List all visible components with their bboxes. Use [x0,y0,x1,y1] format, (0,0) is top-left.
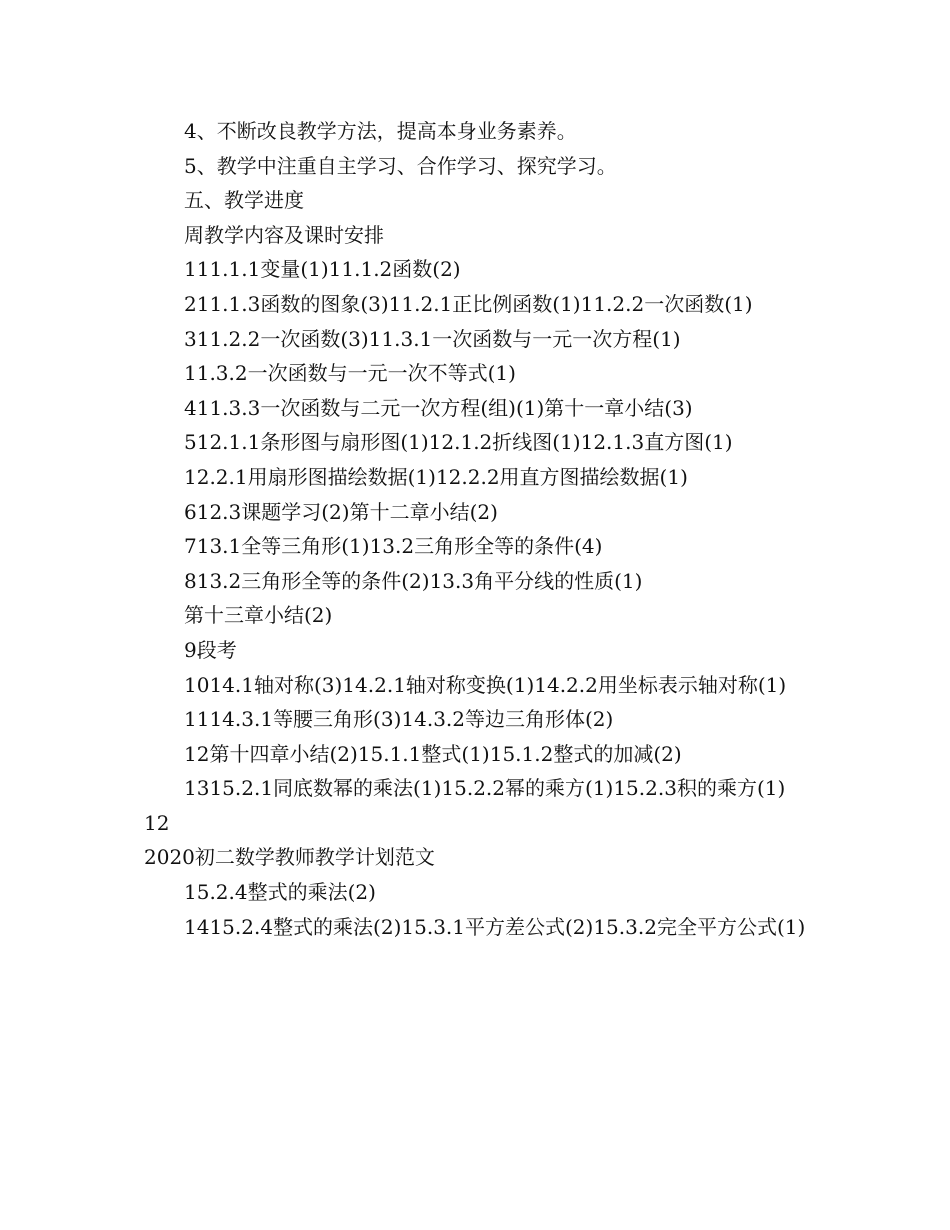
schedule-row-week-6: 612.3课题学习(2)第十二章小结(2) [184,499,498,524]
schedule-row-week-8: 813.2三角形全等的条件(2)13.3角平分线的性质(1) [184,568,643,593]
schedule-row-week-13-cont: 15.2.4整式的乘法(2) [184,880,376,905]
schedule-header: 周教学内容及课时安排 [184,222,384,247]
running-title: 2020初二数学教师教学计划范文 [144,845,435,870]
section-heading-schedule: 五、教学进度 [184,188,304,213]
schedule-row-week-12: 12第十四章小结(2)15.1.1整式(1)15.1.2整式的加减(2) [184,741,682,766]
document-body [144,114,824,944]
schedule-row-week-5-cont: 12.2.1用扇形图描绘数据(1)12.2.2用直方图描绘数据(1) [184,464,688,489]
page-number: 12 [144,810,170,835]
schedule-row-week-13: 1315.2.1同底数幂的乘法(1)15.2.2幂的乘方(1)15.2.3积的乘方(1) [184,776,786,801]
schedule-row-week-14: 1415.2.4整式的乘法(2)15.3.1平方差公式(2)15.3.2完全平方公式(1) [184,914,806,939]
schedule-row-week-3-cont: 11.3.2一次函数与一元一次不等式(1) [184,361,516,386]
schedule-row-week-9: 9段考 [184,637,237,662]
schedule-row-week-7: 713.1全等三角形(1)13.2三角形全等的条件(4) [184,534,603,559]
schedule-row-week-2: 211.1.3函数的图象(3)11.2.1正比例函数(1)11.2.2一次函数(1) [184,291,753,316]
schedule-row-week-1: 111.1.1变量(1)11.1.2函数(2) [184,257,461,282]
paragraph-item-5: 5、教学中注重自主学习、合作学习、探究学习。 [184,153,617,178]
schedule-row-week-4: 411.3.3一次函数与二元一次方程(组)(1)第十一章小结(3) [184,395,693,420]
schedule-row-week-10: 1014.1轴对称(3)14.2.1轴对称变换(1)14.2.2用坐标表示轴对称(1) [184,672,787,697]
schedule-row-week-3: 311.2.2一次函数(3)11.3.1一次函数与一元一次方程(1) [184,326,681,351]
schedule-row-week-11: 1114.3.1等腰三角形(3)14.3.2等边三角形体(2) [184,707,614,732]
paragraph-item-4: 4、不断改良教学方法，提高本身业务素养。 [184,119,577,143]
schedule-row-week-8-cont: 第十三章小结(2) [184,603,333,628]
schedule-row-week-5: 512.1.1条形图与扇形图(1)12.1.2折线图(1)12.1.3直方图(1) [184,430,733,455]
